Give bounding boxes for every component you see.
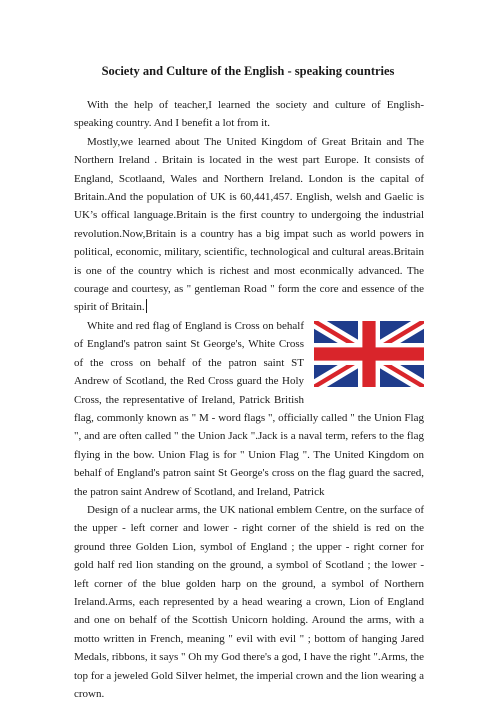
document-title: Society and Culture of the English - speaking countries xyxy=(101,64,395,78)
paragraph-flag-text: White and red flag of England is Cross on behalf of England's patron saint St George's, White Cross of the cross on behalf of the patron saint ST Andrew of Scotland, the Red Cross guard the Holy Cross, the representative of Ireland, Patrick British flag, commonly known as " M - word flags ", officially called " the Union Flag ", and are often called " the Union Jack ".Jack is a naval term, refers to the flag flying in the bow. Union Flag is for " Union Flag ". The United Kingdom on behalf of England's patron saint St George's cross on the flag guard the sacred, the patron saint Andrew of Scotland, and Ireland, Patrick xyxy=(74,319,424,498)
paragraph-uk-overview xyxy=(74,133,424,317)
document-body xyxy=(74,96,424,703)
union-jack-flag-svg xyxy=(314,321,424,387)
text-cursor xyxy=(146,299,147,313)
paragraph-uk-overview-text: Mostly,we learned about The United Kingdom of Great Britain and The Northern Ireland . Britain is located in the west part Europe. It consists of England, Scotlaand, Wales and Northern Ireland. London is the capital of Britain.And the population of UK is 60,441,457. English, welsh and Gaelic is UK’s offical language.Britain is the first country to undergoing the industrial revolution.Now,Britain is a country has a big impat such as world powers in political, economic, military, scientific, technological and cultural areas.Britain is one of the country which is richest and most econmically advanced. The courage and courtesy, as " gentleman Road " form the core and essence of the spirit of Britain. xyxy=(74,135,424,314)
union-jack-flag-icon xyxy=(314,321,424,387)
paragraph-intro: With the help of teacher,I learned the society and culture of English-speaking country. And I benefit a lot from it. xyxy=(74,99,424,130)
paragraph-emblem: Design of a nuclear arms, the UK national emblem Centre, on the surface of the upper - left corner and lower - right corner of the shield is red on the ground three Golden Lion, symbol of England ; the upper - right corner for gold half red lion standing on the ground, a symbol of Scotland ; the lower - left corner of the blue golden harp on the ground, a symbol of Northern Ireland.Arms, each represented by a head wearing a crown, Lion of England and one on behalf of the Scottish Unicorn holding. Around the arms, with a motto written in French, meaning " evil with evil " ; bottom of hanging Jared Medals, ribbons, it says " Oh my God there's a god, I have the right ".Arms, the top for a jeweled Gold Silver helmet, the imperial crown and the lion wearing a crown. xyxy=(74,503,424,700)
paragraph-flag xyxy=(74,317,424,501)
